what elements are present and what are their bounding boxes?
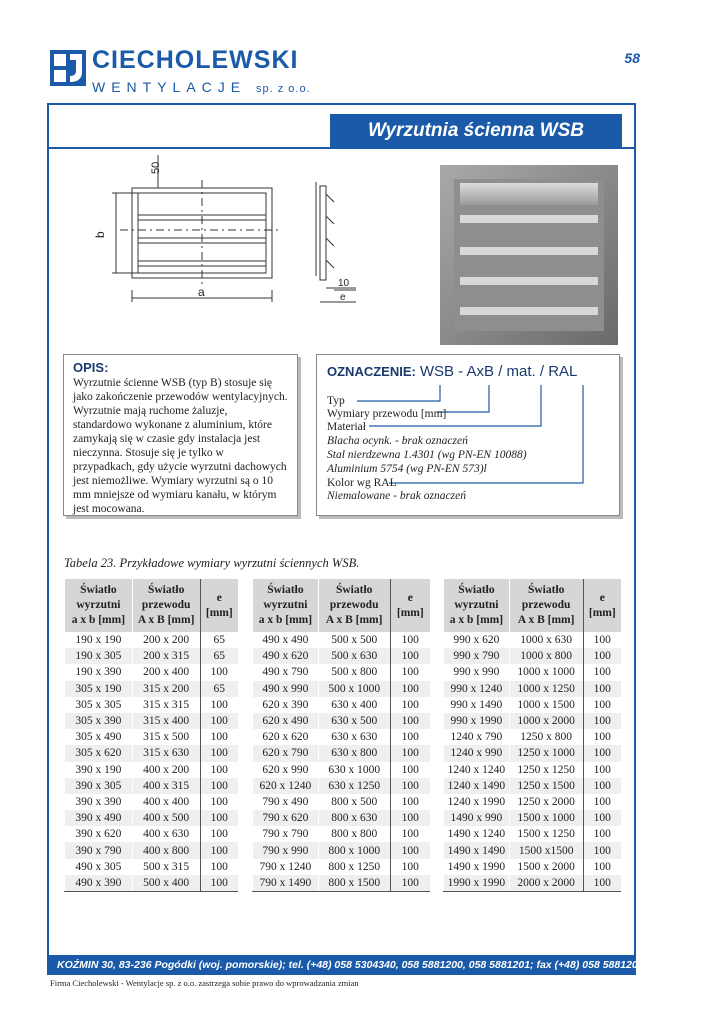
cell-outlet-size: 620 x 490 [253,713,319,729]
table-header-col2: Światło przewodu A x B [mm] [132,579,200,632]
table-row [253,713,431,729]
table-header-col3: e [mm] [200,579,238,632]
table-row [444,745,622,761]
table-row [444,875,622,892]
cell-outlet-size: 1490 x 1240 [444,826,510,842]
cell-outlet-size: 490 x 620 [253,648,319,664]
cell-outlet-size: 1490 x 1990 [444,859,510,875]
cell-e-value: 100 [583,729,621,745]
cell-e-value: 100 [200,713,238,729]
cell-e-value: 100 [200,842,238,858]
table-row [65,632,239,648]
cell-outlet-size: 390 x 790 [65,842,133,858]
cell-e-value: 100 [200,664,238,680]
cell-duct-size: 630 x 400 [318,697,390,713]
cell-duct-size: 800 x 630 [318,810,390,826]
cell-duct-size: 1250 x 1250 [509,762,583,778]
cell-outlet-size: 1240 x 790 [444,729,510,745]
cell-duct-size: 800 x 500 [318,794,390,810]
cell-duct-size: 630 x 1250 [318,778,390,794]
table-row [253,681,431,697]
cell-outlet-size: 790 x 790 [253,826,319,842]
cell-e-value: 100 [390,697,430,713]
cell-e-value: 100 [583,632,621,648]
table-row [65,875,239,892]
designation-kolor: Kolor wg RAL [327,477,397,489]
designation-aluminium: Aluminium 5754 (wg PN-EN 573)l [327,463,487,475]
cell-e-value: 100 [200,859,238,875]
cell-e-value: 100 [200,778,238,794]
cell-e-value: 100 [390,810,430,826]
cell-e-value: 65 [200,681,238,697]
cell-e-value: 100 [200,762,238,778]
table-row [444,762,622,778]
cell-outlet-size: 990 x 790 [444,648,510,664]
cell-e-value: 100 [390,664,430,680]
cell-e-value: 100 [390,632,430,648]
table-row [444,681,622,697]
table-row [253,762,431,778]
cell-outlet-size: 1240 x 990 [444,745,510,761]
table-header-col2: Światło przewodu A x B [mm] [509,579,583,632]
table-row [253,875,431,892]
cell-e-value: 100 [200,729,238,745]
table-header-col1: Światło wyrzutni a x b [mm] [253,579,319,632]
cell-outlet-size: 490 x 390 [65,875,133,892]
cell-e-value: 100 [200,810,238,826]
table-row [65,664,239,680]
cell-duct-size: 1250 x 1000 [509,745,583,761]
cell-duct-size: 315 x 200 [132,681,200,697]
table-caption: Tabela 23. Przykładowe wymiary wyrzutni ściennych WSB. [64,556,360,570]
cell-outlet-size: 620 x 390 [253,697,319,713]
brand-name: CIECHOLEWSKI [92,46,299,74]
title-rule [49,147,634,149]
cell-e-value: 100 [200,745,238,761]
cell-duct-size: 630 x 1000 [318,762,390,778]
cell-outlet-size: 305 x 490 [65,729,133,745]
cell-duct-size: 400 x 315 [132,778,200,794]
cell-duct-size: 500 x 630 [318,648,390,664]
cell-duct-size: 1000 x 800 [509,648,583,664]
dim-50-label: 50 [150,161,162,174]
cell-e-value: 100 [583,794,621,810]
table-header-row [253,579,431,632]
table-row [444,729,622,745]
cell-duct-size: 1000 x 2000 [509,713,583,729]
cell-outlet-size: 390 x 190 [65,762,133,778]
cell-outlet-size: 490 x 305 [65,859,133,875]
cell-duct-size: 1500 x 1250 [509,826,583,842]
cell-duct-size: 800 x 800 [318,826,390,842]
cell-outlet-size: 990 x 620 [444,632,510,648]
table-row [65,826,239,842]
cell-duct-size: 1000 x 1250 [509,681,583,697]
cell-outlet-size: 620 x 1240 [253,778,319,794]
table-row [444,648,622,664]
cell-duct-size: 1000 x 630 [509,632,583,648]
cell-e-value: 100 [583,859,621,875]
cell-e-value: 100 [390,826,430,842]
table-row [65,729,239,745]
cell-outlet-size: 490 x 990 [253,681,319,697]
cell-duct-size: 1500 x 2000 [509,859,583,875]
cell-duct-size: 630 x 630 [318,729,390,745]
cell-e-value: 100 [583,826,621,842]
cell-e-value: 100 [583,762,621,778]
cell-duct-size: 500 x 500 [318,632,390,648]
cell-outlet-size: 790 x 620 [253,810,319,826]
cell-e-value: 100 [390,875,430,892]
table-row [65,794,239,810]
description-heading: OPIS: [73,360,109,375]
cell-duct-size: 1500 x 1000 [509,810,583,826]
cell-e-value: 100 [583,713,621,729]
cell-duct-size: 500 x 1000 [318,681,390,697]
table-header-col3: e [mm] [390,579,430,632]
table-row [253,632,431,648]
cell-duct-size: 500 x 315 [132,859,200,875]
table-header-row [65,579,239,632]
description-box [63,354,298,516]
table-row [253,810,431,826]
table-row [444,826,622,842]
cell-duct-size: 500 x 400 [132,875,200,892]
cell-duct-size: 800 x 1250 [318,859,390,875]
cell-outlet-size: 1990 x 1990 [444,875,510,892]
table-row [253,648,431,664]
cell-e-value: 100 [390,745,430,761]
cell-duct-size: 630 x 800 [318,745,390,761]
cell-e-value: 100 [583,810,621,826]
cell-duct-size: 315 x 500 [132,729,200,745]
cell-e-value: 100 [390,713,430,729]
cell-e-value: 100 [390,778,430,794]
cell-outlet-size: 390 x 490 [65,810,133,826]
cell-outlet-size: 1240 x 1990 [444,794,510,810]
dim-10-label: 10 [338,278,350,289]
cell-outlet-size: 190 x 190 [65,632,133,648]
table-row [253,729,431,745]
cell-duct-size: 800 x 1500 [318,875,390,892]
product-photo [440,165,618,345]
table-row [65,778,239,794]
table-row [65,745,239,761]
cell-outlet-size: 490 x 790 [253,664,319,680]
cell-duct-size: 1000 x 1000 [509,664,583,680]
cell-duct-size: 1250 x 800 [509,729,583,745]
cell-outlet-size: 190 x 305 [65,648,133,664]
table-row [444,632,622,648]
cell-e-value: 100 [200,875,238,892]
page-title: Wyrzutnia ścienna WSB [330,114,622,148]
cell-e-value: 100 [583,778,621,794]
cell-e-value: 100 [583,681,621,697]
designation-stal: Stal nierdzewna 1.4301 (wg PN-EN 10088) [327,449,527,461]
table-header-row [444,579,622,632]
copyright-note: Firma Ciecholewski - Wentylacje sp. z o.o. zastrzega sobie prawo do wprowadzania zmian [50,978,359,988]
table-row [444,778,622,794]
cell-duct-size: 400 x 630 [132,826,200,842]
cell-duct-size: 200 x 315 [132,648,200,664]
page-number: 58 [624,50,640,66]
cell-duct-size: 1500 x1500 [509,842,583,858]
table-row [444,842,622,858]
cell-duct-size: 400 x 400 [132,794,200,810]
designation-blacha: Blacha ocynk. - brak oznaczeń [327,435,468,447]
cell-outlet-size: 620 x 790 [253,745,319,761]
cell-duct-size: 315 x 400 [132,713,200,729]
table-row [253,664,431,680]
cell-outlet-size: 1490 x 990 [444,810,510,826]
cell-e-value: 100 [390,729,430,745]
cell-outlet-size: 990 x 1990 [444,713,510,729]
cell-outlet-size: 620 x 620 [253,729,319,745]
cell-duct-size: 2000 x 2000 [509,875,583,892]
dimensions-table-1 [64,579,238,892]
cell-outlet-size: 1240 x 1490 [444,778,510,794]
cell-e-value: 100 [583,664,621,680]
cell-e-value: 100 [583,842,621,858]
cell-outlet-size: 620 x 990 [253,762,319,778]
designation-heading: OZNACZENIE: WSB - AxB / mat. / RAL [327,363,578,380]
cell-duct-size: 630 x 500 [318,713,390,729]
table-row [65,842,239,858]
cell-duct-size: 315 x 315 [132,697,200,713]
table-row [65,648,239,664]
table-row [65,810,239,826]
table-row [444,859,622,875]
cell-e-value: 100 [390,681,430,697]
cell-duct-size: 400 x 200 [132,762,200,778]
table-row [253,697,431,713]
table-row [253,745,431,761]
cell-outlet-size: 390 x 305 [65,778,133,794]
designation-material: Materiał [327,421,366,433]
cell-e-value: 100 [390,842,430,858]
table-row [253,826,431,842]
table-row [444,697,622,713]
dimensions-table-3 [443,579,621,892]
dimensions-table-2 [252,579,430,892]
cell-duct-size: 800 x 1000 [318,842,390,858]
cell-outlet-size: 305 x 390 [65,713,133,729]
table-row [65,697,239,713]
designation-wymiary: Wymiary przewodu [mm] [327,408,447,420]
table-row [65,713,239,729]
table-header-col1: Światło wyrzutni a x b [mm] [444,579,510,632]
cell-e-value: 100 [583,648,621,664]
cell-outlet-size: 790 x 1490 [253,875,319,892]
cell-e-value: 100 [390,794,430,810]
dim-e-label: e [340,292,346,303]
cell-duct-size: 1250 x 2000 [509,794,583,810]
logo-icon [50,50,86,86]
cell-duct-size: 1250 x 1500 [509,778,583,794]
table-row [444,713,622,729]
cell-outlet-size: 190 x 390 [65,664,133,680]
designation-box [316,354,620,516]
table-row [253,842,431,858]
cell-outlet-size: 305 x 190 [65,681,133,697]
table-row [253,794,431,810]
cell-duct-size: 200 x 400 [132,664,200,680]
cell-outlet-size: 305 x 620 [65,745,133,761]
description-text: Wyrzutnie ścienne WSB (typ B) stosuje się jako zakończenie przewodów wentylacyjnych. Wyrzutnie mają ruchome żaluzje, standardowo wykonane z aluminium, które zamykają się w czasie gdy instalacja jest nieczynna. Stosuje się je tylko w przypadkach, gdy użycie wyrzutni dachowych jest niemożliwe. Wymiary wyrzutni są o 10 mm mniejsze od wymiaru kanału, w którym jest mocowana. [73,377,288,515]
cell-outlet-size: 390 x 620 [65,826,133,842]
cell-duct-size: 1000 x 1500 [509,697,583,713]
technical-drawing [80,150,370,310]
table-row [444,794,622,810]
cell-e-value: 100 [200,697,238,713]
designation-code: WSB - AxB / mat. / RAL [419,363,578,380]
cell-e-value: 100 [200,826,238,842]
table-row [444,810,622,826]
cell-e-value: 65 [200,632,238,648]
table-header-col1: Światło wyrzutni a x b [mm] [65,579,133,632]
cell-duct-size: 500 x 800 [318,664,390,680]
cell-outlet-size: 990 x 1490 [444,697,510,713]
cell-outlet-size: 305 x 305 [65,697,133,713]
table-row [444,664,622,680]
cell-e-value: 65 [200,648,238,664]
cell-e-value: 100 [390,859,430,875]
cell-e-value: 100 [583,697,621,713]
cell-e-value: 100 [200,794,238,810]
cell-outlet-size: 990 x 990 [444,664,510,680]
cell-outlet-size: 1240 x 1240 [444,762,510,778]
table-row [65,762,239,778]
table-row [253,778,431,794]
cell-e-value: 100 [390,762,430,778]
designation-typ: Typ [327,395,345,407]
cell-outlet-size: 490 x 490 [253,632,319,648]
table-row [253,859,431,875]
cell-outlet-size: 990 x 1240 [444,681,510,697]
cell-duct-size: 400 x 800 [132,842,200,858]
cell-outlet-size: 390 x 390 [65,794,133,810]
table-header-col2: Światło przewodu A x B [mm] [318,579,390,632]
cell-outlet-size: 1490 x 1490 [444,842,510,858]
cell-e-value: 100 [390,648,430,664]
cell-outlet-size: 790 x 1240 [253,859,319,875]
table-row [65,859,239,875]
dim-b-label: b [93,231,107,238]
table-row [65,681,239,697]
cell-e-value: 100 [583,745,621,761]
cell-duct-size: 400 x 500 [132,810,200,826]
designation-niemalowane: Niemalowane - brak oznaczeń [327,490,466,502]
cell-e-value: 100 [583,875,621,892]
brand-subtitle: WENTYLACJE sp. z o.o. [92,79,311,95]
cell-outlet-size: 790 x 990 [253,842,319,858]
cell-outlet-size: 790 x 490 [253,794,319,810]
cell-duct-size: 315 x 630 [132,745,200,761]
footer-address: KOŹMIN 30, 83-236 Pogódki (woj. pomorskie); tel. (+48) 058 5304340, 058 5881200, 058 5881201; fax (+48) 058 5881208 [49,955,636,975]
dim-a-label: a [198,285,205,299]
cell-duct-size: 200 x 200 [132,632,200,648]
table-header-col3: e [mm] [583,579,621,632]
